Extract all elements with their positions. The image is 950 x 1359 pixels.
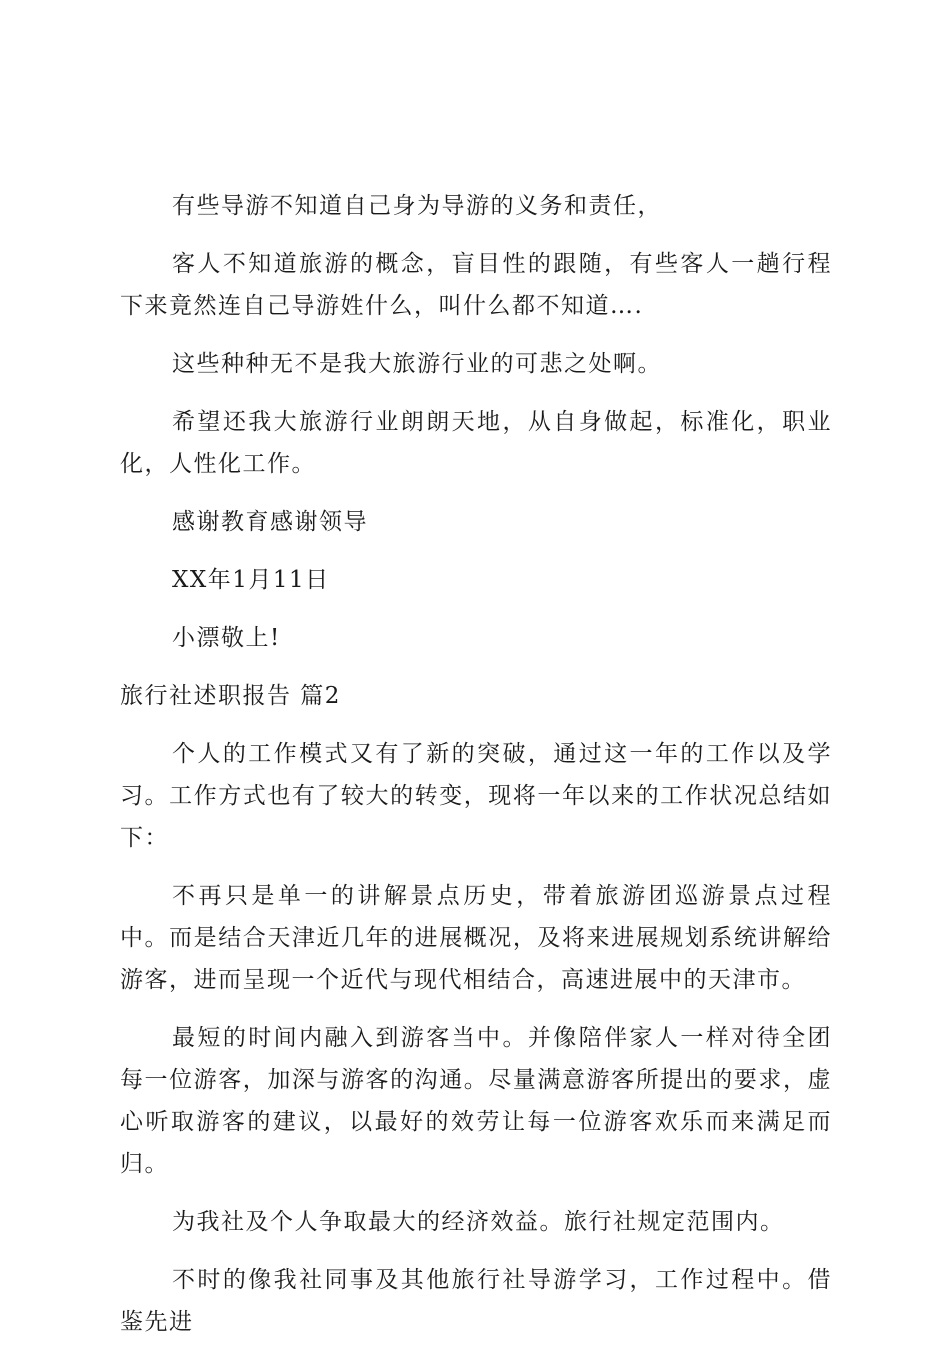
paragraph-hope: 希望还我大旅游行业朗朗天地，从自身做起，标准化，职业化，人性化工作。 — [120, 409, 832, 477]
paragraph-tourist-concept: 客人不知道旅游的概念，盲目性的跟随，有些客人一趟行程下来竟然连自己导游姓什么，叫什么都不知道…. — [120, 251, 832, 319]
paragraph-work-mode: 个人的工作模式又有了新的突破，通过这一年的工作以及学习。工作方式也有了较大的转变，现将一年以来的工作状况总结如下： — [120, 741, 832, 851]
paragraph-economic-benefit: 为我社及个人争取最大的经济效益。旅行社规定范围内。 — [172, 1209, 785, 1235]
paragraph-explanation: 不再只是单一的讲解景点历史，带着旅游团巡游景点过程中。而是结合天津近几年的进展概况，及将来进展规划系统讲解给游客，进而呈现一个近代与现代相结合，高速进展中的天津市。 — [120, 883, 832, 993]
document-body — [120, 185, 832, 1359]
paragraph-industry-sadness: 这些种种无不是我大旅游行业的可悲之处啊。 — [172, 351, 662, 377]
section-heading: 旅行社述职报告 篇2 — [120, 683, 341, 709]
paragraph-learning: 不时的像我社同事及其他旅行社导游学习，工作过程中。借鉴先进 — [120, 1267, 832, 1335]
paragraph-guide-duties: 有些导游不知道自己身为导游的义务和责任， — [172, 193, 662, 219]
paragraph-tourist-relations: 最短的时间内融入到游客当中。并像陪伴家人一样对待全团每一位游客，加深与游客的沟通。尽量满意游客所提出的要求，虚心听取游客的建议，以最好的效劳让每一位游客欢乐而来满足而归。 — [120, 1025, 832, 1177]
paragraph-signature: 小漂敬上! — [172, 625, 281, 651]
paragraph-date: XX年1月11日 — [172, 567, 330, 593]
paragraph-thanks: 感谢教育感谢领导 — [172, 509, 368, 535]
